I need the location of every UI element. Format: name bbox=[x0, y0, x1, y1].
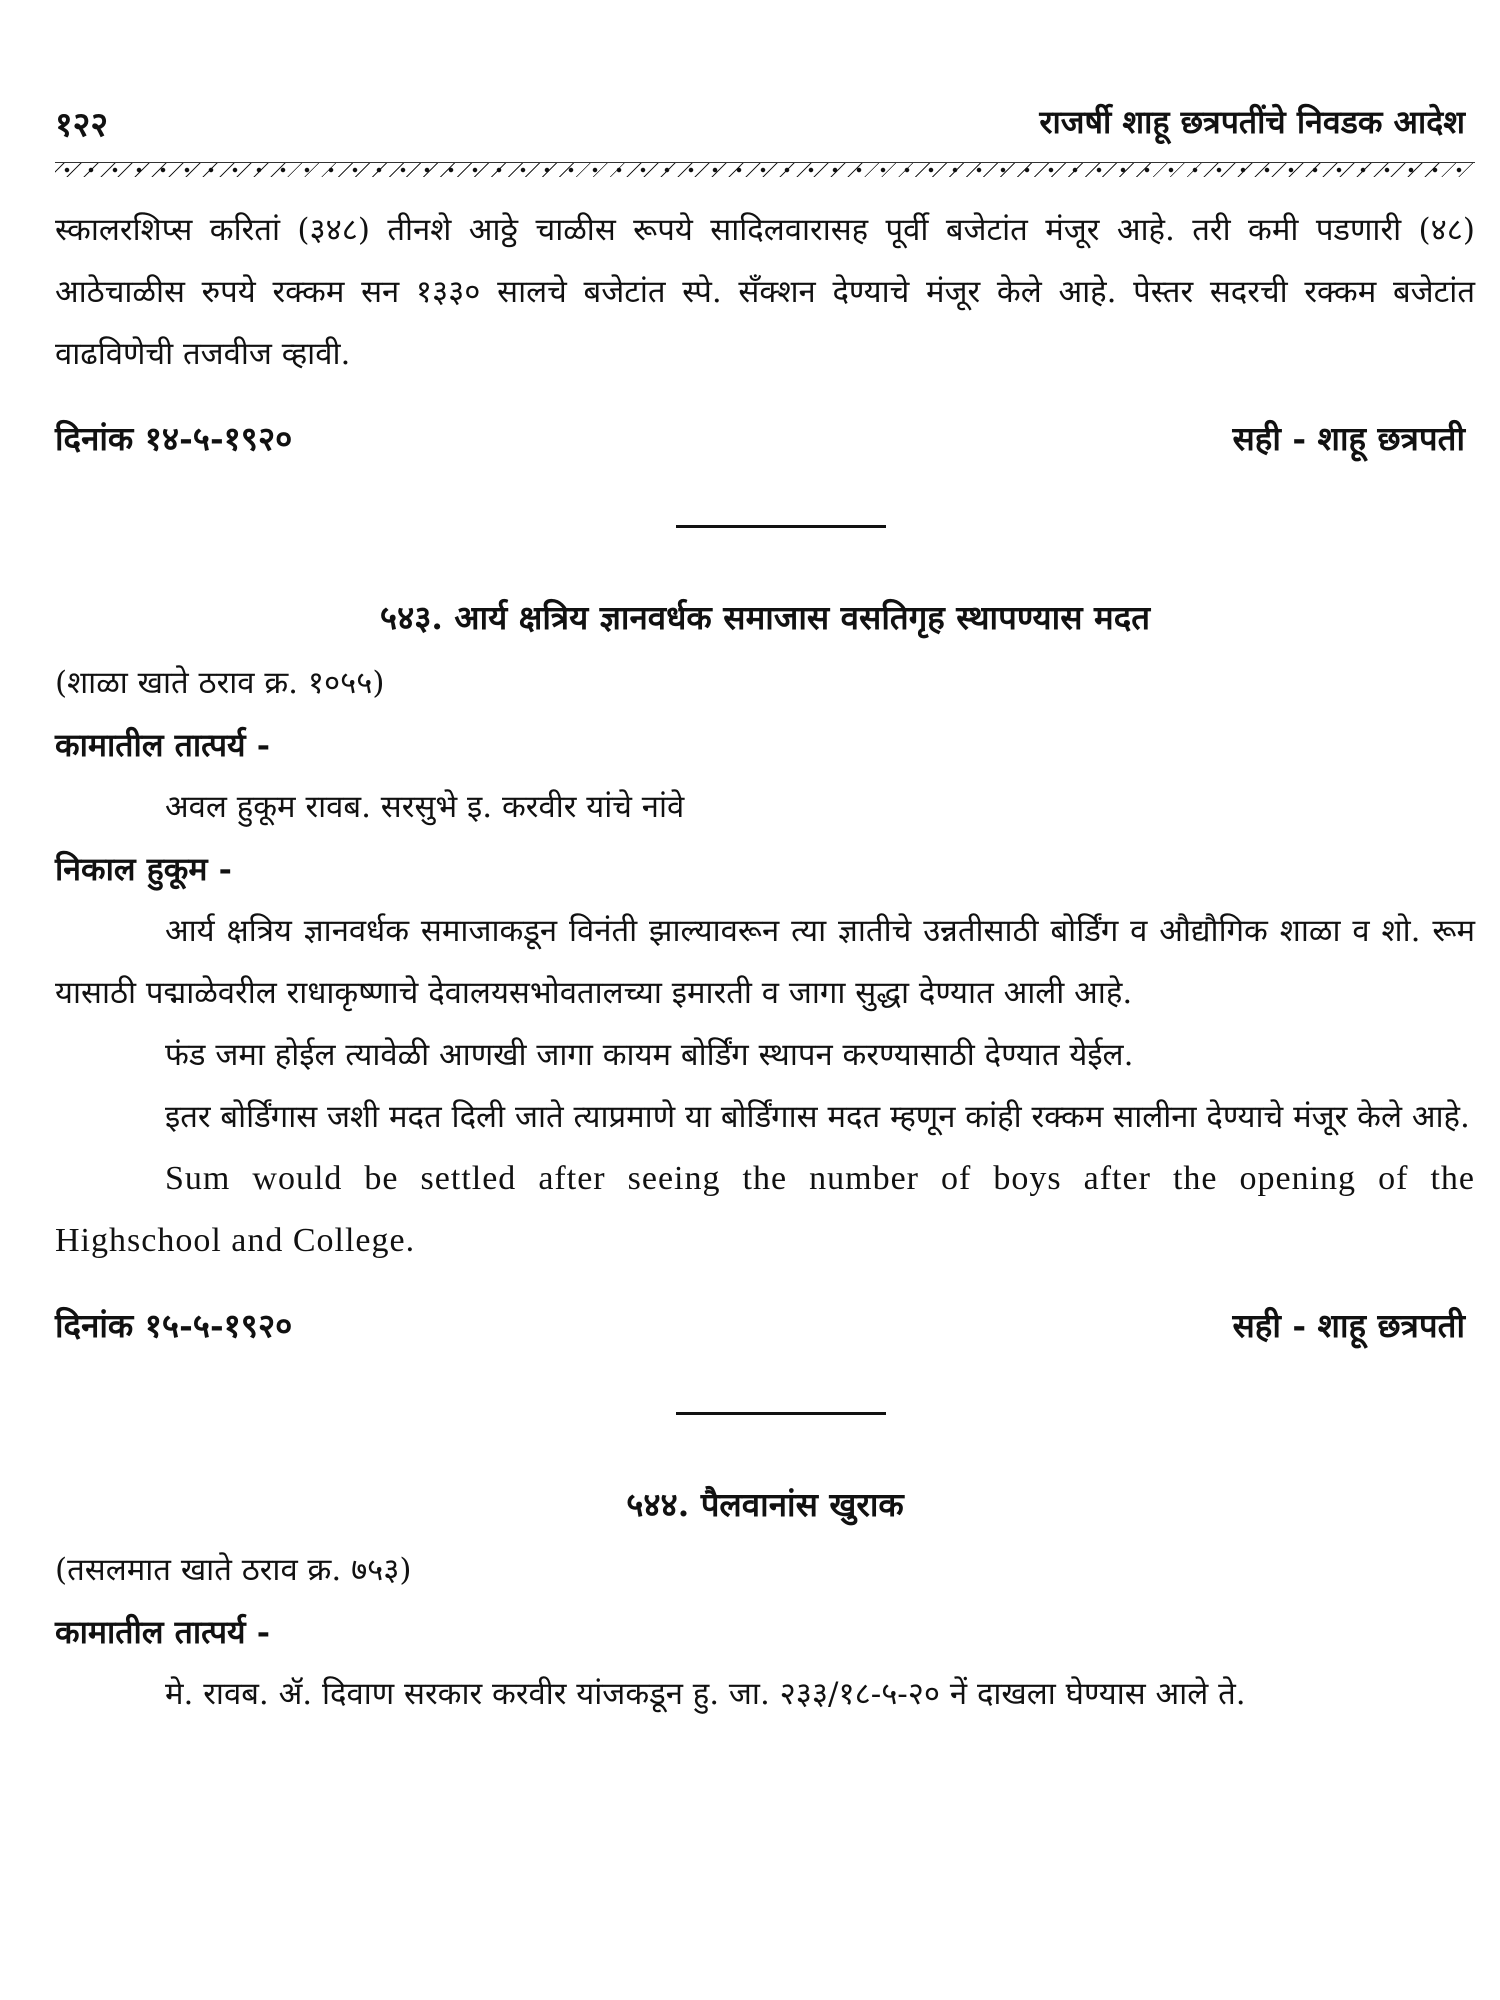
section-544-para-1: मे. रावब. ॲ. दिवाण सरकार करवीर यांजकडून हु. जा. २३३/१८-५-२० नें दाखला घेण्यास आले ते. bbox=[165, 1676, 1246, 1712]
signature-row-2 bbox=[55, 1294, 1475, 1364]
section-543-reference: (शाळा खाते ठराव क्र. १०५५) bbox=[55, 665, 385, 701]
section-543-para-1: आर्य क्षत्रिय ज्ञानवर्धक समाजाकडून विनंती झाल्यावरून त्या ज्ञातीचे उन्नतीसाठी बोर्डिंग व औद्यौगिक शाळा व शो. रूम यासाठी पद्माळेवरील राधाकृष्णाचे देवालयसभोवतालच्या इमारती व जागा सुद्धा देण्यात आली आहे. bbox=[55, 913, 1475, 1011]
page-number: १२२ bbox=[55, 105, 109, 145]
signature-1: सही - शाहू छत्रपती bbox=[1232, 419, 1465, 458]
section-543-title: ५४३. आर्य क्षत्रिय ज्ञानवर्धक समाजास वसतिगृह स्थापण्यास मदत bbox=[379, 598, 1151, 637]
date-1: दिनांक १४-५-१९२० bbox=[55, 419, 293, 458]
section-543-summary-text: अवल हुकूम रावब. सरसुभे इ. करवीर यांचे नांवे bbox=[165, 789, 685, 825]
book-title: राजर्षी शाहू छत्रपतींचे निवडक आदेश bbox=[1039, 103, 1465, 141]
section-544-reference: (तसलमात खाते ठराव क्र. ७५३) bbox=[55, 1552, 412, 1588]
section-543-para-english: Sum would be settled after seeing the number of boys after the opening of the Highschool and College. bbox=[55, 1160, 1475, 1259]
section-rule-1 bbox=[676, 525, 886, 528]
section-543-summary-label: कामातील तात्पर्य - bbox=[55, 726, 271, 764]
section-544-summary-label: कामातील तात्पर्य - bbox=[55, 1613, 271, 1651]
date-2: दिनांक १५-५-१९२० bbox=[55, 1306, 293, 1345]
signature-row-1 bbox=[55, 407, 1475, 477]
section-544-title: ५४४. पैलवानांस खुराक bbox=[626, 1485, 904, 1524]
signature-2: सही - शाहू छत्रपती bbox=[1232, 1306, 1465, 1345]
page-header bbox=[55, 100, 1475, 150]
intro-paragraph: स्कालरशिप्स करितां (३४८) तीनशे आठ्ठे चाळीस रूपये सादिलवारासह पूर्वी बजेटांत मंजूर आहे. तरी कमी पडणारी (४८) आठेचाळीस रुपये रक्कम सन १३३० सालचे बजेटांत स्पे. सँक्शन देण्याचे मंजूर केले आहे. पेस्तर सदरची रक्कम बजेटांत वाढविणेची तजवीज व्हावी. bbox=[55, 212, 1475, 372]
section-rule-2 bbox=[676, 1412, 886, 1415]
section-543-order-label: निकाल हुकूम - bbox=[55, 850, 232, 888]
section-543-para-3: इतर बोर्डिंगास जशी मदत दिली जाते त्याप्रमाणे या बोर्डिंगास मदत म्हणून कांही रक्कम सालीना देण्याचे मंजूर केले आहे. bbox=[165, 1099, 1470, 1135]
document-page bbox=[55, 100, 1475, 1725]
ornamental-divider bbox=[55, 162, 1475, 177]
section-543-para-2: फंड जमा होईल त्यावेळी आणखी जागा कायम बोर्डिंग स्थापन करण्यासाठी देण्यात येईल. bbox=[165, 1037, 1134, 1073]
